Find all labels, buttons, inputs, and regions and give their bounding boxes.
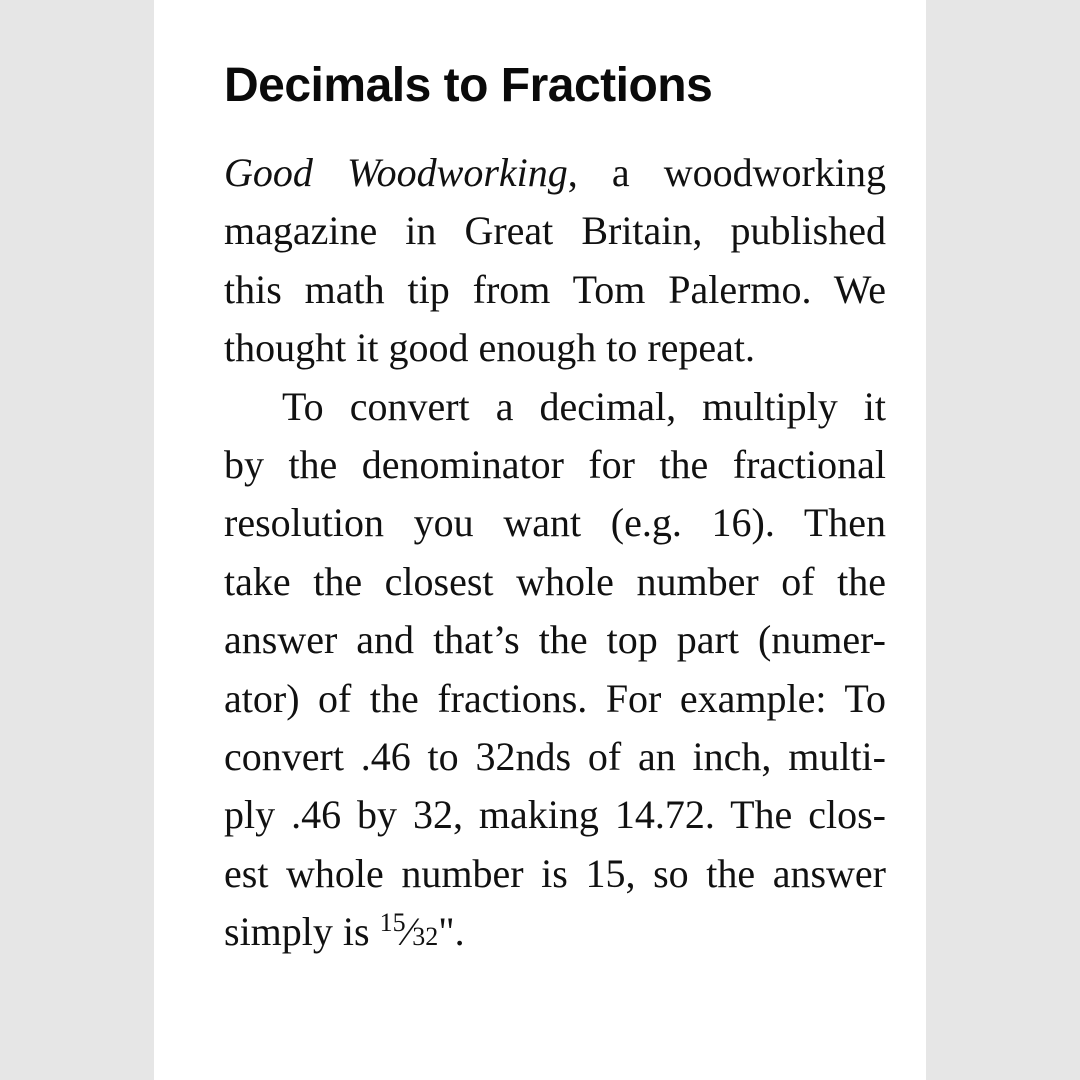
text-line [224, 144, 886, 202]
text-line: answer and that’s the top part (numer- [224, 617, 886, 663]
text-line: ply .46 by 32, making 14.72. The clos- [224, 792, 886, 838]
text-line: resolution you want (e.g. 16). Then [224, 500, 886, 546]
magazine-name: Good Woodworking [224, 150, 568, 195]
paragraph-tip [224, 378, 886, 967]
paragraph-intro [224, 144, 886, 378]
text-line: est whole number is 15, so the answer [224, 850, 886, 896]
text-line: convert .46 to 32nds of an inch, multi- [224, 734, 886, 780]
fraction-numerator: 15 [379, 908, 406, 938]
inch-mark: ". [438, 909, 465, 955]
text-span: , a woodworking [567, 150, 886, 195]
answer-fraction [380, 909, 465, 954]
text-line: ator) of the fractions. For example: To [224, 675, 886, 721]
article-column [224, 52, 886, 967]
fraction-denominator: 32 [412, 922, 439, 952]
page [154, 0, 926, 1080]
text-line: by the denominator for the fractional [224, 442, 886, 488]
article-title: Decimals to Fractions [224, 59, 713, 112]
text-line: To convert a decimal, multiply it [282, 383, 886, 429]
text-line: take the closest whole number of the [224, 558, 886, 604]
article-body [224, 144, 886, 967]
text-line [224, 903, 886, 966]
text-line: magazine in Great Britain, published [224, 208, 886, 254]
text-span: simply is [224, 909, 380, 955]
text-line: this math tip from Tom Palermo. We [224, 266, 886, 312]
text-line: thought it good enough to repeat. [224, 325, 756, 371]
fraction-slash: ⁄ [405, 909, 413, 955]
